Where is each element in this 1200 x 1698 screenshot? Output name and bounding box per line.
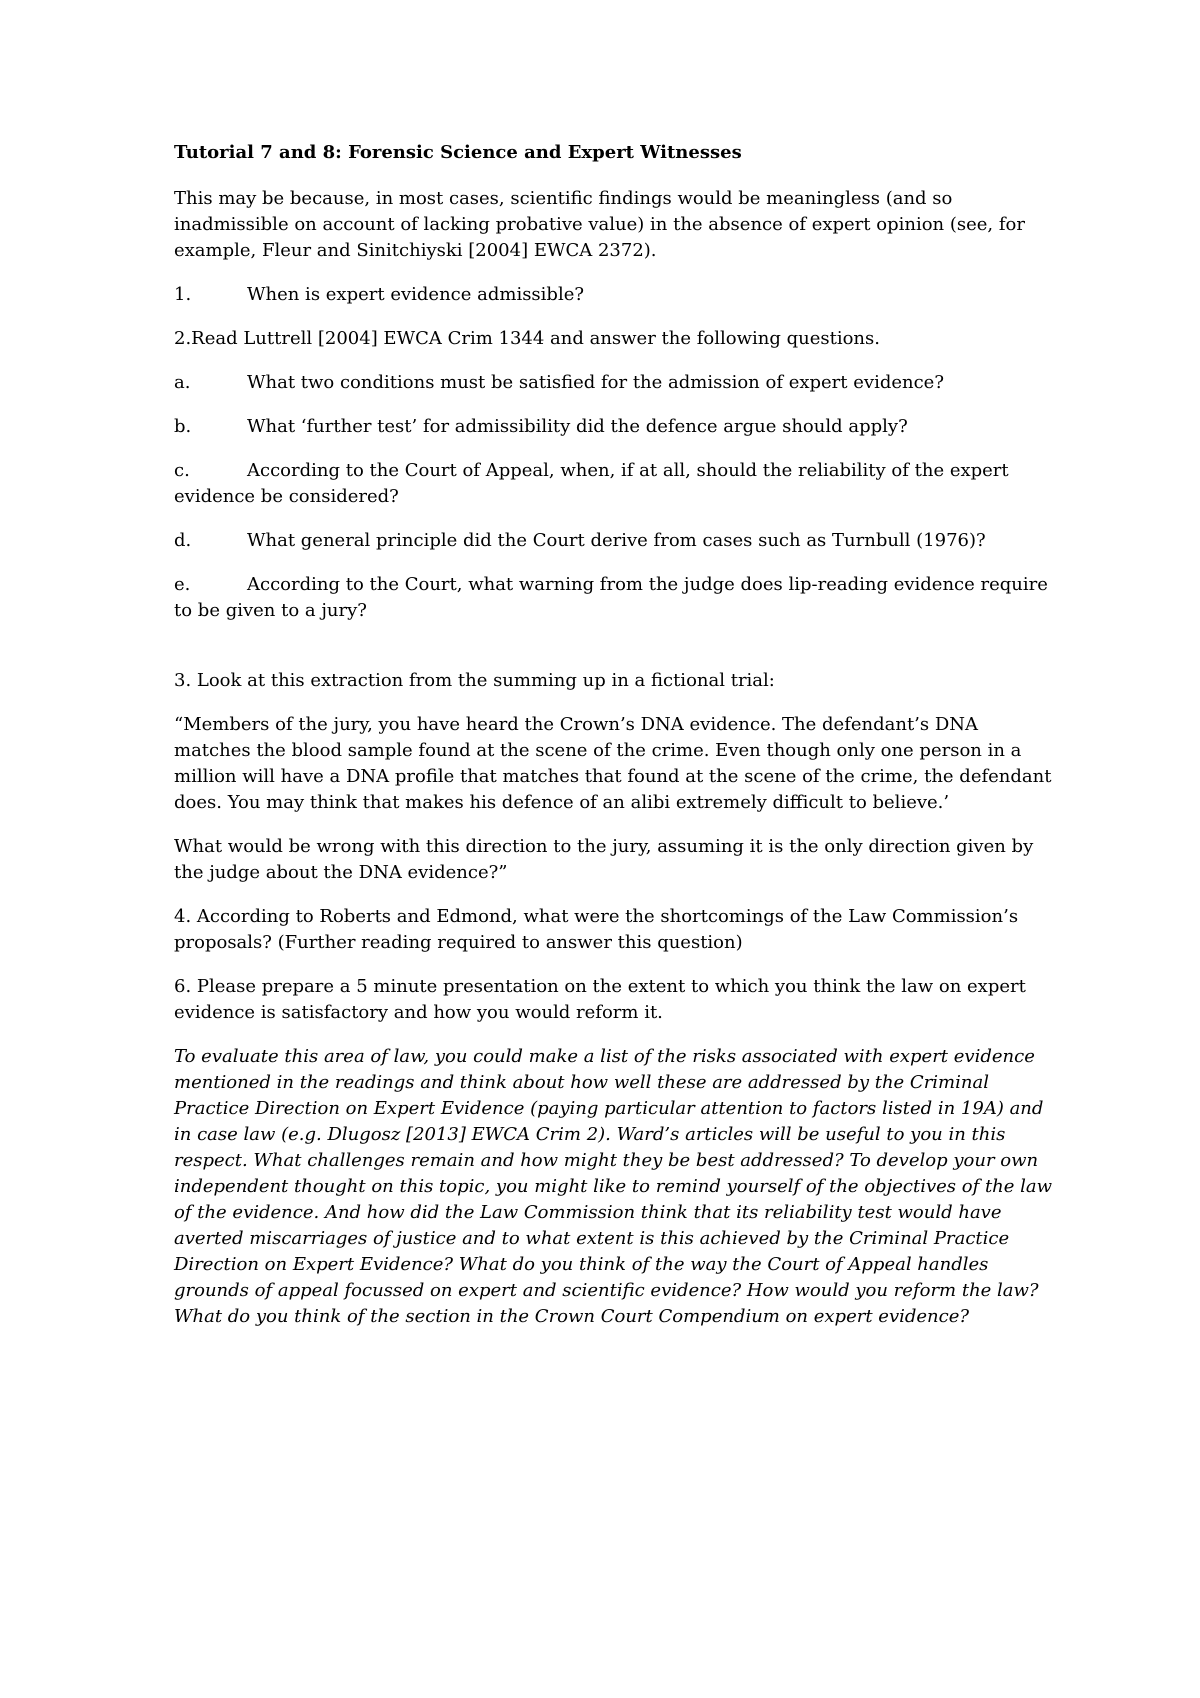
subquestion-b-label: b. xyxy=(174,416,192,437)
question-3-prompt: What would be wrong with this direction to the jury, assuming it is the only direction given by the judge about the DNA evidence?” xyxy=(174,836,1034,883)
question-1-label: 1. xyxy=(174,284,192,305)
subquestion-c-label: c. xyxy=(174,460,190,481)
subquestion-b xyxy=(174,414,1054,440)
question-6: 6. Please prepare a 5 minute presentation on the extent to which you think the law on expert evidence is satisfactory and how you would reform it. xyxy=(174,976,1026,1023)
subquestion-e-text: According to the Court, what warning from the judge does lip-reading evidence require to be given to a jury? xyxy=(174,574,1048,621)
subquestion-e xyxy=(174,572,1054,624)
question-1 xyxy=(174,282,1054,308)
guidance-paragraph: To evaluate this area of law, you could make a list of the risks associated with expert evidence mentioned in the readings and think about how well these are addressed by the Criminal Practice Direction on Expert Evidence (paying particular attention to factors listed in 19A) and in case law (e.g. Dlugosz [2013] EWCA Crim 2). Ward’s articles will be useful to you in this respect. What challenges remain and how might they be best addressed? To develop your own independent thought on this topic, you might like to remind yourself of the objectives of the law of the evidence. And how did the Law Commission think that its reliability test would have averted miscarriages of justice and to what extent is this achieved by the Criminal Practice Direction on Expert Evidence? What do you think of the way the Court of Appeal handles grounds of appeal focussed on expert and scientific evidence? How would you reform the law? What do you think of the section in the Crown Court Compendium on expert evidence? xyxy=(174,1046,1053,1327)
question-1-text: When is expert evidence admissible? xyxy=(247,284,585,305)
subquestion-b-text: What ‘further test’ for admissibility did the defence argue should apply? xyxy=(247,416,908,437)
question-3: 3. Look at this extraction from the summing up in a fictional trial: xyxy=(174,670,775,691)
question-4: 4. According to Roberts and Edmond, what were the shortcomings of the Law Commission’s proposals? (Further reading required to answer this question) xyxy=(174,906,1019,953)
subquestion-c-text: According to the Court of Appeal, when, if at all, should the reliability of the expert evidence be considered? xyxy=(174,460,1009,507)
subquestion-d-label: d. xyxy=(174,530,192,551)
subquestion-a-label: a. xyxy=(174,372,191,393)
spacer xyxy=(174,642,1054,668)
question-2: 2.Read Luttrell [2004] EWCA Crim 1344 and answer the following questions. xyxy=(174,328,880,349)
subquestion-c xyxy=(174,458,1054,510)
subquestion-e-label: e. xyxy=(174,574,191,595)
subquestion-a-text: What two conditions must be satisfied for the admission of expert evidence? xyxy=(247,372,944,393)
intro-paragraph: This may be because, in most cases, scientific findings would be meaningless (and so inadmissible on account of lacking probative value) in the absence of expert opinion (see, for example, Fleur and Sinitchiyski [2004] EWCA 2372). xyxy=(174,188,1025,261)
subquestion-d xyxy=(174,528,1054,554)
document-page xyxy=(174,140,1054,1348)
subquestion-d-text: What general principle did the Court derive from cases such as Turnbull (1976)? xyxy=(247,530,986,551)
document-title: Tutorial 7 and 8: Forensic Science and Expert Witnesses xyxy=(174,142,742,163)
subquestion-a xyxy=(174,370,1054,396)
summing-up-quote: “Members of the jury, you have heard the Crown’s DNA evidence. The defendant’s DNA matches the blood sample found at the scene of the crime. Even though only one person in a million will have a DNA profile that matches that found at the scene of the crime, the defendant does. You may think that makes his defence of an alibi extremely difficult to believe.’ xyxy=(174,714,1052,813)
